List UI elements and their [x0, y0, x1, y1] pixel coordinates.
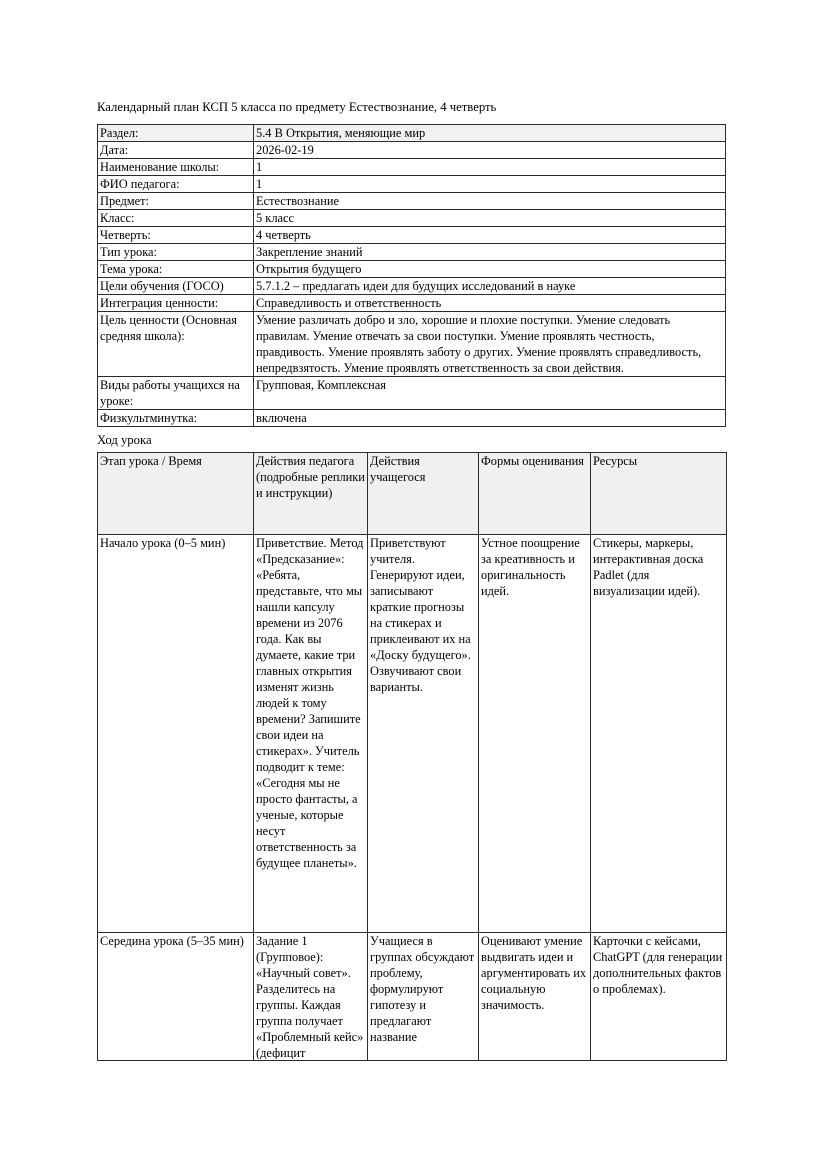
stage-cell: Начало урока (0–5 мин): [98, 535, 254, 933]
document-content: [97, 100, 726, 1061]
info-row: [98, 410, 726, 427]
info-row: [98, 295, 726, 312]
student-cell: Приветствуют учителя. Генерируют идеи, записывают краткие прогнозы на стикерах и приклеивают их на «Доску будущего». Озвучивают свои варианты.: [368, 535, 479, 933]
info-label-date: Дата:: [98, 142, 254, 159]
info-label-lesson-topic: Тема урока:: [98, 261, 254, 278]
info-row: [98, 377, 726, 410]
info-label-values-goal: Цель ценности (Основная средняя школа):: [98, 312, 254, 377]
info-label-goals: Цели обучения (ГОСО): [98, 278, 254, 295]
student-cell: [368, 933, 479, 1061]
info-row: [98, 312, 726, 377]
info-label-class: Класс:: [98, 210, 254, 227]
info-row: [98, 244, 726, 261]
resources-text: Карточки с кейсами, ChatGPT (для генерации дополнительных фактов о проблемах).: [593, 934, 723, 996]
info-value-date: 2026-02-19: [254, 142, 726, 159]
section-heading: Ход урока: [97, 433, 152, 447]
header-stage: Этап урока / Время: [98, 453, 254, 535]
stage-text: Середина урока (5–35 мин): [100, 934, 244, 948]
info-value-work-types: Групповая, Комплексная: [254, 377, 726, 410]
lesson-info-table: [97, 124, 726, 427]
assessment-cell: [479, 933, 591, 1061]
info-label-work-types: Виды работы учащихся на уроке:: [98, 377, 254, 410]
info-value-quarter: 4 четверть: [254, 227, 726, 244]
info-label-values-integration: Интеграция ценности:: [98, 295, 254, 312]
header-teacher-actions: Действия педагога (подробные реплики и инструкции): [254, 453, 368, 535]
info-label-phys-minute: Физкультминутка:: [98, 410, 254, 427]
header-assessment: Формы оценивания: [479, 453, 591, 535]
resources-cell: [591, 933, 727, 1061]
info-value-phys-minute: включена: [254, 410, 726, 427]
info-label-quarter: Четверть:: [98, 227, 254, 244]
teacher-text: Задание 1 (Групповое): «Научный совет». Разделитесь на группы. Каждая группа получает «Проблемный кейс» (дефицит: [256, 934, 364, 1059]
teacher-cell: Приветствие. Метод «Предсказание»: «Ребята, представьте, что мы нашли капсулу времени из 2076 года. Как вы думаете, какие три главных открытия изменят жизнь людей к тому времени? Запишите свои идеи на стикерах». Учитель подводит к теме: «Сегодня мы не просто фантасты, а ученые, которые несут ответственность за будущее планеты».: [254, 535, 368, 933]
info-value-lesson-topic: Открытия будущего: [254, 261, 726, 278]
info-row: [98, 125, 726, 142]
info-value-values-goal: Умение различать добро и зло, хорошие и плохие поступки. Умение следовать правилам. Умение отвечать за свои поступки. Умение проявлять честность, правдивость. Умение проявлять заботу о других. Умение проявлять справедливость, непредвзятость. Умение проявлять ответственность за свои действия.: [254, 312, 726, 377]
info-value-teacher-name: 1: [254, 176, 726, 193]
lesson-row-middle: [98, 933, 727, 1061]
info-row: [98, 261, 726, 278]
teacher-cell: [254, 933, 368, 1061]
info-label-school: Наименование школы:: [98, 159, 254, 176]
info-row: [98, 227, 726, 244]
header-resources: Ресурсы: [591, 453, 727, 535]
info-label-lesson-type: Тип урока:: [98, 244, 254, 261]
header-student-actions: Действия учащегося: [368, 453, 479, 535]
info-row: [98, 176, 726, 193]
lesson-table-header-row: [98, 453, 727, 535]
info-label-subject: Предмет:: [98, 193, 254, 210]
info-row: [98, 193, 726, 210]
info-row: [98, 210, 726, 227]
info-value-values-integration: Справедливость и ответственность: [254, 295, 726, 312]
doc-title: Календарный план КСП 5 класса по предмету Естествознание, 4 четверть: [97, 100, 497, 114]
info-value-razdel: 5.4 В Открытия, меняющие мир: [254, 125, 726, 142]
info-value-goals: 5.7.1.2 – предлагать идеи для будущих исследований в науке: [254, 278, 726, 295]
info-label-razdel: Раздел:: [98, 125, 254, 142]
stage-cell: [98, 933, 254, 1061]
assessment-text: Оценивают умение выдвигать идеи и аргументировать их социальную значимость.: [481, 934, 587, 1012]
student-text: Учащиеся в группах обсуждают проблему, формулируют гипотезу и предлагают название: [370, 934, 475, 1044]
lesson-flow-table: [97, 452, 727, 1061]
assessment-cell: Устное поощрение за креативность и оригинальность идей.: [479, 535, 591, 933]
info-value-subject: Естествознание: [254, 193, 726, 210]
info-value-lesson-type: Закрепление знаний: [254, 244, 726, 261]
info-row: [98, 278, 726, 295]
info-row: [98, 142, 726, 159]
info-value-school: 1: [254, 159, 726, 176]
resources-cell: Стикеры, маркеры, интерактивная доска Padlet (для визуализации идей).: [591, 535, 727, 933]
info-row: [98, 159, 726, 176]
lesson-row-start: [98, 535, 727, 933]
info-value-class: 5 класс: [254, 210, 726, 227]
info-label-teacher-name: ФИО педагога:: [98, 176, 254, 193]
